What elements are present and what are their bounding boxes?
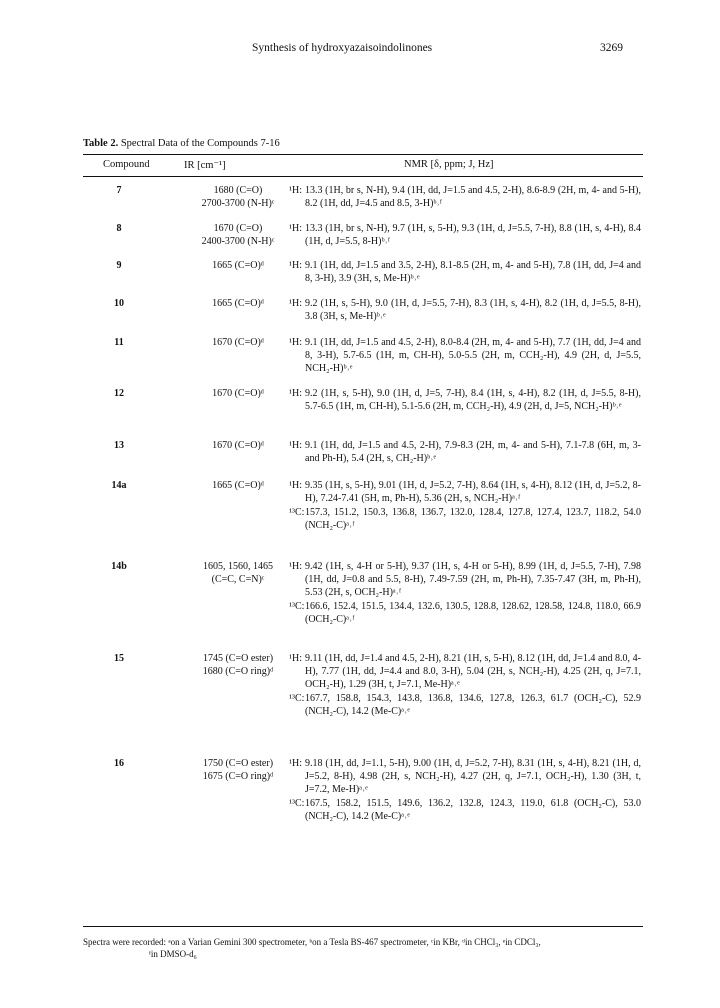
ir-line: 1750 (C=O ester): [202, 758, 274, 769]
nmr-cell: [289, 297, 641, 323]
compound-cell: 15: [114, 653, 124, 664]
nmr-nucleus-label: ¹H:: [289, 260, 302, 271]
nmr-shift-text: 13.3 (1H, br s, N-H), 9.4 (1H, dd, J=1.5 and 4.5, 2-H), 8.6-8.9 (2H, m, 4- and 5-H), 8.2 (1H, dd, J=4.5 and 8.5, 3-H)ᵇ˒ᶠ: [305, 185, 641, 209]
nmr-block: [289, 692, 641, 718]
nmr-cell: [289, 757, 641, 823]
nmr-block: [289, 600, 641, 626]
nmr-shift-text: 9.18 (1H, dd, J=1.1, 5-H), 9.00 (1H, d, J=5.2, 7-H), 8.31 (1H, s, 4-H), 8.21 (1H, d, J=5.2, 8-H), 4.98 (2H, s, NCH₂-H), 4.27 (2H, q, J=7.1, OCH₂-H), 1.30 (3H, t, J=7.2, Me-H)ᵃ˒ᵉ: [305, 758, 641, 795]
nmr-shift-text: 166.6, 152.4, 151.5, 134.4, 132.6, 130.5, 128.8, 128.62, 128.58, 124.8, 118.0, 66.9 (OCH₂-C)ᵃ˒ᶠ: [305, 601, 641, 625]
nmr-block: [289, 560, 641, 599]
nmr-shift-text: 9.11 (1H, dd, J=1.4 and 4.5, 2-H), 8.21 (1H, s, 5-H), 8.12 (1H, dd, J=1.4 and 8.0, 4-H), 7.77 (1H, dd, J=4.4 and 8.0, 3-H), 5.04 (2H, s, NCH₂-H), 4.25 (2H, q, J=7.1, OCH₂-H), 1.29 (3H, t, J=7.1, Me-H)ᵃ˒ᵉ: [305, 653, 641, 690]
nmr-block: [289, 336, 641, 375]
nmr-nucleus-label: ¹³C:: [289, 798, 305, 809]
nmr-cell: [289, 652, 641, 718]
column-header-compound: Compound: [103, 159, 150, 170]
table-bottom-rule: [83, 926, 643, 927]
nmr-shift-text: 157.3, 151.2, 150.3, 136.8, 136.7, 132.0, 128.4, 127.8, 127.4, 123.7, 118.2, 54.0 (NCH₂-C)ᵃ˒ᶠ: [305, 507, 641, 531]
footnote-line-1: Spectra were recorded: ᵃon a Varian Gemini 300 spectrometer, ᵇon a Tesla BS-467 spectrometer, ᶜin KBr, ᵈin CHCl₃, ᵉin CDCl₃,: [83, 937, 541, 947]
nmr-nucleus-label: ¹³C:: [289, 507, 305, 518]
nmr-nucleus-label: ¹H:: [289, 653, 302, 664]
nmr-cell: [289, 184, 641, 210]
nmr-block: [289, 297, 641, 323]
nmr-shift-text: 13.3 (1H, br s, N-H), 9.7 (1H, s, 5-H), 9.3 (1H, d, J=5.5, 7-H), 8.8 (1H, s, 4-H), 8.4 (1H, d, J=5.5, 8-H)ᵇ˒ᶠ: [305, 223, 641, 247]
nmr-block: [289, 506, 641, 532]
nmr-block: [289, 387, 641, 413]
nmr-nucleus-label: ¹³C:: [289, 693, 305, 704]
ir-line: 1665 (C=O)ᵈ: [212, 480, 264, 491]
nmr-block: [289, 652, 641, 691]
compound-cell: 14a: [111, 480, 127, 491]
ir-line: 2400-3700 (N-H)ᶜ: [201, 236, 275, 247]
compound-cell: 10: [114, 298, 124, 309]
ir-line: 1680 (C=O): [213, 185, 263, 196]
table-header-rule: [83, 176, 643, 177]
ir-line: 1670 (C=O)ᵈ: [212, 440, 264, 451]
compound-cell: 12: [114, 388, 124, 399]
ir-line: 1675 (C=O ring)ᵈ: [202, 771, 274, 782]
running-title: Synthesis of hydroxyazaisoindolinones: [252, 42, 433, 54]
page-number: 3269: [600, 42, 623, 54]
ir-line: 1680 (C=O ring)ᵈ: [202, 666, 274, 677]
nmr-block: [289, 757, 641, 796]
table-footnote: [83, 936, 643, 960]
nmr-nucleus-label: ¹H:: [289, 561, 302, 572]
nmr-block: [289, 184, 641, 210]
compound-cell: 14b: [111, 561, 127, 572]
nmr-nucleus-label: ¹H:: [289, 298, 302, 309]
nmr-block: [289, 439, 641, 465]
nmr-block: [289, 259, 641, 285]
nmr-nucleus-label: ¹H:: [289, 480, 302, 491]
nmr-shift-text: 9.1 (1H, dd, J=1.5 and 4.5, 2-H), 8.0-8.4 (2H, m, 4- and 5-H), 7.7 (1H, dd, J=4 and 8, 3-H), 5.7-6.5 (1H, m, CH-H), 5.0-5.5 (2H, m, CCH₂-H), 4.9 (2H, d, J=5.5, NCH₂-H)ᵇ˒ᵉ: [305, 337, 641, 374]
footnote-line-2: ᶠin DMSO-d₆: [149, 949, 197, 959]
ir-line: 1670 (C=O)ᵈ: [212, 337, 264, 348]
compound-cell: 16: [114, 758, 124, 769]
table-top-rule: [83, 154, 643, 155]
nmr-cell: [289, 387, 641, 413]
table-caption: [83, 138, 280, 149]
nmr-nucleus-label: ¹³C:: [289, 601, 305, 612]
nmr-nucleus-label: ¹H:: [289, 440, 302, 451]
nmr-shift-text: 167.5, 158.2, 151.5, 149.6, 136.2, 132.8, 124.3, 119.0, 61.8 (OCH₂-C), 53.0 (NCH₂-C), 14.2 (Me-C)ᵃ˒ᵉ: [305, 798, 641, 822]
nmr-cell: [289, 439, 641, 465]
nmr-cell: [289, 479, 641, 532]
nmr-shift-text: 167.7, 158.8, 154.3, 143.8, 136.8, 134.6, 127.8, 126.3, 61.7 (OCH₂-C), 52.9 (NCH₂-C), 14.2 (Me-C)ᵃ˒ᵉ: [305, 693, 641, 717]
compound-cell: 11: [114, 337, 124, 348]
nmr-shift-text: 9.1 (1H, dd, J=1.5 and 4.5, 2-H), 7.9-8.3 (2H, m, 4- and 5-H), 7.1-7.8 (6H, m, 3- and Ph-H), 5.4 (2H, s, CH₂-H)ᵇ˒ᵉ: [305, 440, 641, 464]
compound-cell: 8: [116, 223, 122, 234]
table-caption-text: Spectral Data of the Compounds 7-16: [118, 138, 280, 149]
nmr-cell: [289, 560, 641, 626]
nmr-shift-text: 9.1 (1H, dd, J=1.5 and 3.5, 2-H), 8.1-8.5 (2H, m, 4- and 5-H), 7.8 (1H, dd, J=4 and 8, 3-H), 3.9 (3H, s, Me-H)ᵇ˒ᵉ: [305, 260, 641, 284]
nmr-block: [289, 797, 641, 823]
ir-line: 1605, 1560, 1465: [203, 561, 273, 572]
nmr-nucleus-label: ¹H:: [289, 337, 302, 348]
nmr-shift-text: 9.35 (1H, s, 5-H), 9.01 (1H, d, J=5.2, 7-H), 8.64 (1H, s, 4-H), 8.12 (1H, d, J=5.2, 8-H), 7.24-7.41 (5H, m, Ph-H), 5.36 (2H, s, NCH₂-H)ᵃ˒ᶠ: [305, 480, 641, 504]
nmr-nucleus-label: ¹H:: [289, 185, 302, 196]
nmr-nucleus-label: ¹H:: [289, 758, 302, 769]
table-caption-label: Table 2.: [83, 138, 119, 149]
compound-cell: 13: [114, 440, 124, 451]
nmr-shift-text: 9.2 (1H, s, 5-H), 9.0 (1H, d, J=5.5, 7-H), 8.3 (1H, s, 4-H), 8.2 (1H, d, J=5.5, 8-H), 3.8 (3H, s, Me-H)ᵇ˒ᵉ: [305, 298, 641, 322]
nmr-nucleus-label: ¹H:: [289, 388, 302, 399]
column-header-nmr: NMR [δ, ppm; J, Hz]: [404, 159, 494, 170]
nmr-block: [289, 222, 641, 248]
ir-line: (C=C, C=N)ᶜ: [211, 574, 265, 585]
nmr-block: [289, 479, 641, 505]
ir-line: 1745 (C=O ester): [202, 653, 274, 664]
ir-line: 1670 (C=O): [213, 223, 263, 234]
compound-cell: 9: [116, 260, 122, 271]
nmr-cell: [289, 222, 641, 248]
ir-line: 2700-3700 (N-H)ᶜ: [201, 198, 275, 209]
nmr-cell: [289, 336, 641, 375]
ir-line: 1665 (C=O)ᵈ: [212, 260, 264, 271]
ir-line: 1665 (C=O)ᵈ: [212, 298, 264, 309]
nmr-nucleus-label: ¹H:: [289, 223, 302, 234]
column-header-ir: IR [cm⁻¹]: [184, 160, 226, 171]
nmr-shift-text: 9.42 (1H, s, 4-H or 5-H), 9.37 (1H, s, 4-H or 5-H), 8.99 (1H, d, J=5.5, 7-H), 7.98 (1H, dd, J=0.8 and 5.5, 8-H), 7.49-7.59 (2H, m, Ph-H), 7.35-7.47 (3H, m, Ph-H), 5.53 (2H, s, OCH₂-H)ᵃ˒ᶠ: [305, 561, 641, 598]
nmr-cell: [289, 259, 641, 285]
compound-cell: 7: [116, 185, 122, 196]
nmr-shift-text: 9.2 (1H, s, 5-H), 9.0 (1H, d, J=5, 7-H), 8.4 (1H, s, 4-H), 8.2 (1H, d, J=5.5, 8-H), 5.7-6.5 (1H, m, CH-H), 5.1-5.6 (2H, m, CCH₂-H), 4.9 (2H, d, J=5, NCH₂-H)ᵇ˒ᵉ: [305, 388, 641, 412]
ir-line: 1670 (C=O)ᵈ: [212, 388, 264, 399]
